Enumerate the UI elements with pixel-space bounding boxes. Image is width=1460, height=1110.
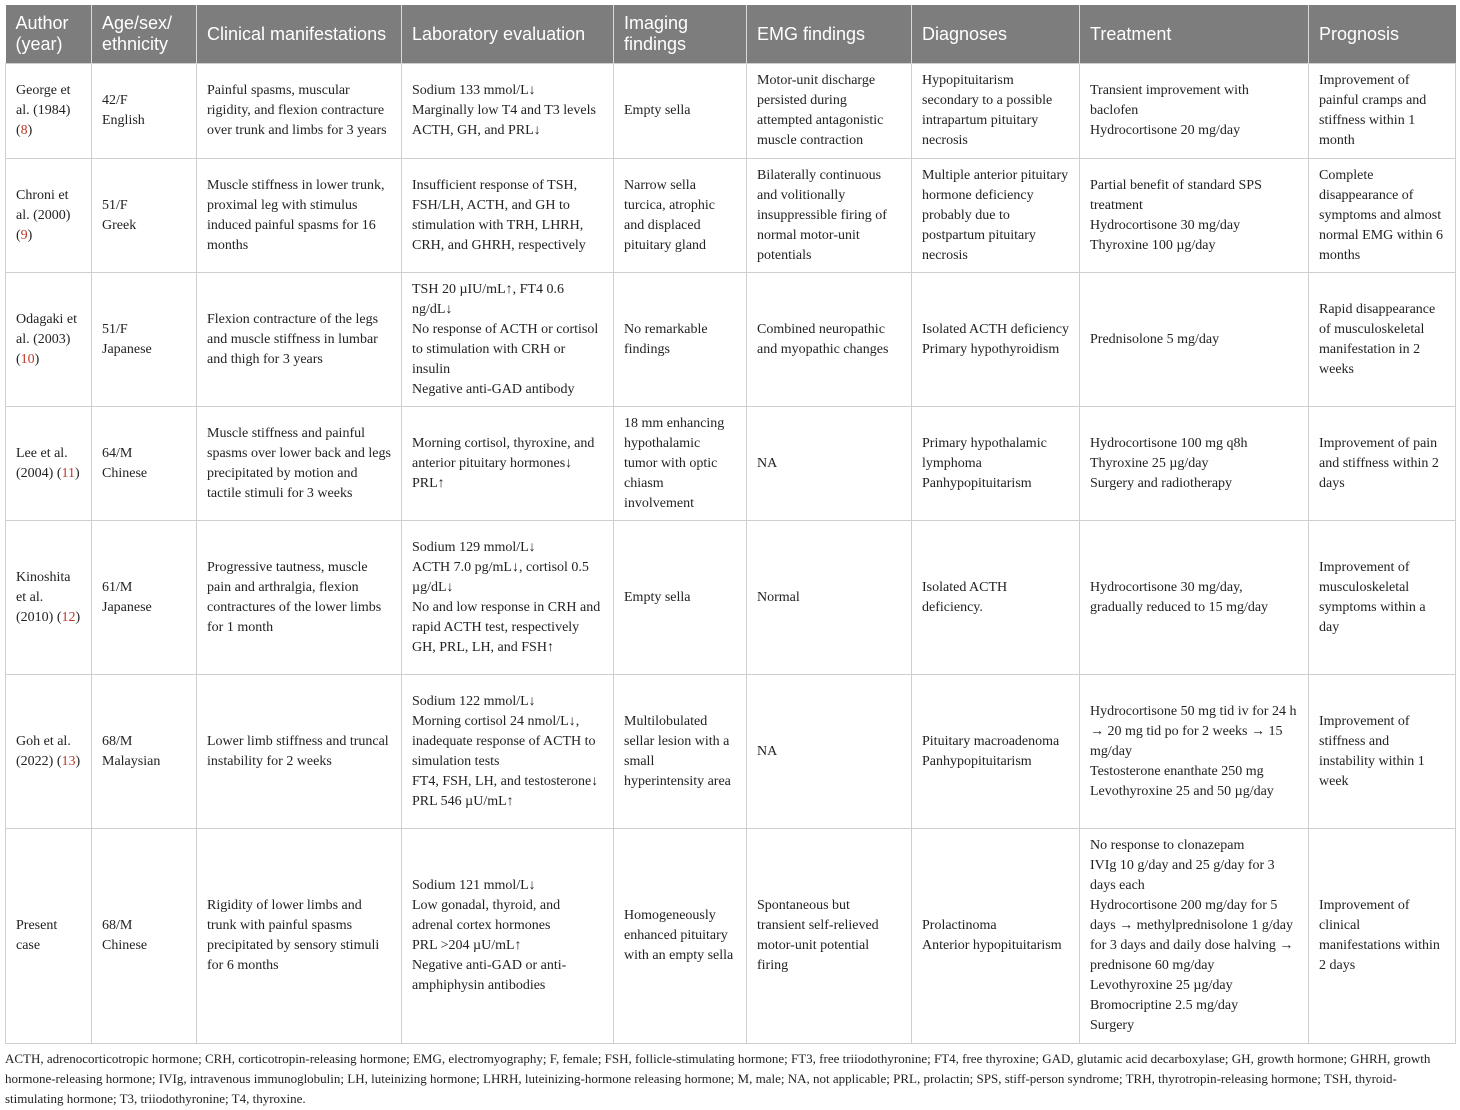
cell-line: GH, PRL, LH, and FSH↑ (412, 639, 554, 655)
cell-line: Narrow sella turcica, atrophic and displaced pituitary gland (624, 177, 715, 253)
cell-line: No response of ACTH or cortisol to stimulation with CRH or insulin (412, 321, 599, 377)
emg-cell (747, 64, 912, 159)
cell-line: ACTH, GH, and PRL↓ (412, 123, 541, 138)
cell-line: NA (757, 743, 778, 759)
cell-line: FT4, FSH, LH, and testosterone↓ (412, 773, 599, 789)
cell-line: 51/F (102, 321, 128, 337)
treatment-cell (1080, 273, 1309, 407)
diagnoses-cell (912, 159, 1080, 273)
cell-line: Bilaterally continuous and volitionally insuppressible firing of normal motor-unit potentials (757, 167, 887, 263)
cell-line: Improvement of painful cramps and stiffness within 1 month (1319, 73, 1427, 148)
cell-line: 18 mm enhancing hypothalamic tumor with optic chiasm involvement (624, 415, 725, 511)
author-text-end: ) (27, 227, 33, 243)
author-cell (6, 675, 92, 829)
cell-line: Muscle stiffness in lower trunk, proximal leg with stimulus induced painful spasms for 16 months (207, 177, 385, 253)
cell-line: Isolated ACTH deficiency (922, 321, 1069, 337)
cell-line: English (102, 113, 145, 128)
cell-line: Negative anti-GAD antibody (412, 381, 575, 397)
cell-line: Pituitary macroadenoma (922, 733, 1060, 749)
emg-cell (747, 829, 912, 1044)
cell-line: Anterior hypopituitarism (922, 938, 1062, 953)
author-text-end: ) (74, 465, 80, 481)
table-row (6, 829, 1456, 1044)
reference-link[interactable]: 10 (20, 351, 35, 367)
cell-line: Empty sella (624, 589, 691, 605)
cell-line: Low gonadal, thyroid, and adrenal cortex hormones (412, 898, 561, 933)
author-text: George et al. (1984) ( (16, 83, 71, 138)
cell-line: Bromocriptine 2.5 mg/day (1090, 998, 1239, 1013)
cell-line: Levothyroxine 25 µg/day (1090, 978, 1233, 993)
cell-line: Prednisolone 5 mg/day (1090, 331, 1220, 347)
author-text: Present case (16, 918, 58, 953)
prognosis-cell (1309, 829, 1456, 1044)
header-diagnoses: Diagnoses (912, 5, 1080, 64)
cell-line: Morning cortisol, thyroxine, and anterior pituitary hormones↓ (412, 435, 595, 471)
cell-line: Hydrocortisone 30 mg/day, gradually reduced to 15 mg/day (1090, 579, 1269, 615)
author-text-end: ) (75, 753, 81, 769)
imaging-cell (614, 829, 747, 1044)
cell-line: Transient improvement with baclofen (1090, 83, 1249, 118)
imaging-cell (614, 64, 747, 159)
imaging-cell (614, 675, 747, 829)
table-row (6, 64, 1456, 159)
author-text: Lee et al. (2004) ( (16, 445, 68, 481)
cell-line: 68/M (102, 733, 133, 749)
treatment-cell (1080, 521, 1309, 675)
cell-line: Multilobulated sellar lesion with a small hyperintensity area (624, 713, 731, 789)
header-imaging: Imaging findings (614, 5, 747, 64)
table-row (6, 407, 1456, 521)
author-cell (6, 521, 92, 675)
author-text-end: ) (27, 123, 33, 138)
diagnoses-cell (912, 521, 1080, 675)
cell-line: Sodium 122 mmol/L↓ (412, 693, 536, 709)
cell-line: Primary hypothalamic lymphoma (922, 435, 1047, 471)
treatment-cell (1080, 64, 1309, 159)
treatment-cell (1080, 407, 1309, 521)
cell-line: Chinese (102, 465, 148, 481)
reference-link[interactable]: 9 (20, 227, 28, 243)
header-author: Author (year) (6, 5, 92, 64)
cell-line: Insufficient response of TSH, FSH/LH, ACTH, and GH to stimulation with TRH, LHRH, CRH, and GHRH, respectively (412, 177, 586, 253)
author-text-end: ) (75, 609, 81, 625)
cell-line: Chinese (102, 938, 148, 953)
cell-line: PRL↑ (412, 475, 445, 491)
lab-cell (402, 64, 614, 159)
cell-line: Isolated ACTH deficiency. (922, 579, 1008, 615)
author-cell (6, 407, 92, 521)
cell-line: Thyroxine 100 µg/day (1090, 237, 1216, 253)
emg-cell (747, 407, 912, 521)
cell-line: Partial benefit of standard SPS treatment (1090, 177, 1262, 213)
cell-line: Malaysian (102, 753, 161, 769)
cell-line: Marginally low T4 and T3 levels (412, 103, 596, 118)
table-row (6, 521, 1456, 675)
header-clinical: Clinical manifestations (197, 5, 402, 64)
cell-line: Sodium 129 mmol/L↓ (412, 539, 536, 555)
author-cell (6, 829, 92, 1044)
prognosis-cell (1309, 407, 1456, 521)
prognosis-cell (1309, 273, 1456, 407)
author-text: Goh et al. (2022) ( (16, 733, 71, 769)
cell-line: Morning cortisol 24 nmol/L↓, inadequate response of ACTH to simulation tests (412, 713, 596, 769)
cell-line: ACTH 7.0 pg/mL↓, cortisol 0.5 µg/dL↓ (412, 559, 589, 595)
reference-link[interactable]: 13 (61, 753, 76, 769)
reference-link[interactable]: 12 (61, 609, 76, 625)
cell-line: Greek (102, 217, 137, 233)
cell-line: Multiple anterior pituitary hormone deficiency probably due to postpartum pituitary necrosis (922, 167, 1069, 263)
header-demographics: Age/sex/ ethnicity (92, 5, 197, 64)
demographics-cell (92, 273, 197, 407)
cell-line: Complete disappearance of symptoms and almost normal EMG within 6 months (1319, 167, 1444, 263)
cell-line: 61/M (102, 579, 133, 595)
clinical-cell (197, 829, 402, 1044)
cell-line: Improvement of musculoskeletal symptoms within a day (1319, 559, 1426, 635)
cell-line: Rigidity of lower limbs and trunk with painful spasms precipitated by sensory stimuli for 6 months (207, 898, 380, 973)
cell-line: Muscle stiffness and painful spasms over lower back and legs precipitated by motion and tactile stimuli for 3 weeks (207, 425, 391, 501)
header-emg: EMG findings (747, 5, 912, 64)
imaging-cell (614, 407, 747, 521)
header-row (6, 5, 1456, 64)
table-footnote: ACTH, adrenocorticotropic hormone; CRH, corticotropin-releasing hormone; EMG, electromyography; F, female; FSH, follicle-stimulating hormone; FT3, free triiodothyronine; FT4, free thyroxine; GAD, glutamic acid decarboxylase; GH, growth hormone; GHRH, growth hormone-releasing hormone; IVIg, intravenous immunoglobulin; LH, luteinizing hormone; LHRH, luteinizing-hormone releasing hormone; M, male; NA, not applicable; PRL, prolactin; SPS, stiff-person syndrome; TRH, thyrotropin-releasing hormone; TSH, thyroid-stimulating hormone; T3, triiodothyronine; T4, thyroxine. (5, 1051, 1431, 1106)
diagnoses-cell (912, 829, 1080, 1044)
treatment-cell (1080, 829, 1309, 1044)
clinical-cell (197, 675, 402, 829)
lab-cell (402, 159, 614, 273)
author-text: Odagaki et al. (2003) ( (16, 311, 78, 367)
treatment-cell (1080, 675, 1309, 829)
emg-cell (747, 521, 912, 675)
cell-line: 42/F (102, 93, 128, 108)
author-cell (6, 273, 92, 407)
header-treatment: Treatment (1080, 5, 1309, 64)
clinical-cell (197, 273, 402, 407)
cell-line: Primary hypothyroidism (922, 341, 1060, 357)
imaging-cell (614, 521, 747, 675)
cell-line: Hydrocortisone 30 mg/day (1090, 217, 1241, 233)
prognosis-cell (1309, 675, 1456, 829)
diagnoses-cell (912, 64, 1080, 159)
cell-line: 64/M (102, 445, 133, 461)
cell-line: No remarkable findings (624, 321, 708, 357)
cell-line: Japanese (102, 341, 152, 357)
cell-line: Hydrocortisone 200 mg/day for 5 days → methylprednisolone 1 g/day for 3 days and daily dose halving → prednisone 60 mg/day (1090, 898, 1294, 973)
cell-line: Progressive tautness, muscle pain and arthralgia, flexion contractures of the lower limbs for 1 month (207, 559, 382, 635)
cell-line: Negative anti-GAD or anti-amphiphysin antibodies (412, 958, 567, 993)
clinical-cell (197, 407, 402, 521)
cell-line: Normal (757, 589, 800, 605)
demographics-cell (92, 159, 197, 273)
cell-line: Surgery (1090, 1018, 1135, 1033)
cell-line: Surgery and radiotherapy (1090, 475, 1233, 491)
cell-line: Painful spasms, muscular rigidity, and flexion contracture over trunk and limbs for 3 years (207, 83, 387, 138)
cell-line: Motor-unit discharge persisted during attempted antagonistic muscle contraction (757, 73, 884, 148)
table-container (5, 5, 1455, 1109)
cell-line: Lower limb stiffness and truncal instability for 2 weeks (207, 733, 389, 769)
case-comparison-table (5, 5, 1456, 1044)
cell-line: Hypopituitarism secondary to a possible intrapartum pituitary necrosis (922, 73, 1053, 148)
demographics-cell (92, 521, 197, 675)
reference-link[interactable]: 11 (61, 465, 75, 481)
clinical-cell (197, 64, 402, 159)
cell-line: PRL 546 µU/mL↑ (412, 793, 514, 809)
prognosis-cell (1309, 64, 1456, 159)
cell-line: Combined neuropathic and myopathic changes (757, 321, 889, 357)
clinical-cell (197, 159, 402, 273)
table-row (6, 159, 1456, 273)
author-text: Chroni et al. (2000) ( (16, 187, 71, 243)
author-text: Kinoshita et al. (2010) ( (16, 569, 71, 625)
clinical-cell (197, 521, 402, 675)
diagnoses-cell (912, 675, 1080, 829)
cell-line: Flexion contracture of the legs and muscle stiffness in lumbar and thigh for 3 years (207, 311, 379, 367)
emg-cell (747, 273, 912, 407)
prognosis-cell (1309, 159, 1456, 273)
cell-line: PRL >204 µU/mL↑ (412, 938, 522, 953)
demographics-cell (92, 675, 197, 829)
cell-line: Sodium 133 mmol/L↓ (412, 83, 536, 98)
cell-line: Japanese (102, 599, 152, 615)
author-cell (6, 159, 92, 273)
cell-line: Improvement of clinical manifestations within 2 days (1319, 898, 1440, 973)
table-row (6, 273, 1456, 407)
emg-cell (747, 159, 912, 273)
diagnoses-cell (912, 407, 1080, 521)
cell-line: Homogeneously enhanced pituitary with an empty sella (624, 908, 734, 963)
cell-line: Prolactinoma (922, 918, 997, 933)
cell-line: Panhypopituitarism (922, 753, 1032, 769)
cell-line: NA (757, 455, 778, 471)
cell-line: Hydrocortisone 50 mg tid iv for 24 h → 20 mg tid po for 2 weeks → 15 mg/day (1090, 703, 1297, 759)
header-prognosis: Prognosis (1309, 5, 1456, 64)
lab-cell (402, 521, 614, 675)
imaging-cell (614, 159, 747, 273)
cell-line: Improvement of pain and stiffness within 2 days (1319, 435, 1439, 491)
reference-link[interactable]: 8 (20, 123, 28, 138)
imaging-cell (614, 273, 747, 407)
author-cell (6, 64, 92, 159)
cell-line: Improvement of stiffness and instability within 1 week (1319, 713, 1425, 789)
lab-cell (402, 407, 614, 521)
treatment-cell (1080, 159, 1309, 273)
cell-line: Spontaneous but transient self-relieved motor-unit potential firing (757, 898, 879, 973)
cell-line: Levothyroxine 25 and 50 µg/day (1090, 783, 1274, 799)
cell-line: 68/M (102, 918, 133, 933)
header-lab: Laboratory evaluation (402, 5, 614, 64)
cell-line: Panhypopituitarism (922, 475, 1032, 491)
demographics-cell (92, 64, 197, 159)
lab-cell (402, 273, 614, 407)
cell-line: No response to clonazepam (1090, 838, 1245, 853)
cell-line: IVIg 10 g/day and 25 g/day for 3 days each (1090, 858, 1275, 893)
cell-line: Hydrocortisone 20 mg/day (1090, 123, 1241, 138)
cell-line: Thyroxine 25 µg/day (1090, 455, 1209, 471)
author-text-end: ) (34, 351, 40, 367)
demographics-cell (92, 829, 197, 1044)
cell-line: TSH 20 µIU/mL↑, FT4 0.6 ng/dL↓ (412, 281, 564, 317)
cell-line: Empty sella (624, 103, 691, 118)
prognosis-cell (1309, 521, 1456, 675)
emg-cell (747, 675, 912, 829)
cell-line: Rapid disappearance of musculoskeletal manifestation in 2 weeks (1319, 301, 1436, 377)
lab-cell (402, 829, 614, 1044)
cell-line: 51/F (102, 197, 128, 213)
cell-line: No and low response in CRH and rapid ACTH test, respectively (412, 599, 601, 635)
diagnoses-cell (912, 273, 1080, 407)
lab-cell (402, 675, 614, 829)
cell-line: Hydrocortisone 100 mg q8h (1090, 435, 1248, 451)
demographics-cell (92, 407, 197, 521)
cell-line: Sodium 121 mmol/L↓ (412, 878, 536, 893)
cell-line: Testosterone enanthate 250 mg (1090, 763, 1264, 779)
table-row (6, 675, 1456, 829)
